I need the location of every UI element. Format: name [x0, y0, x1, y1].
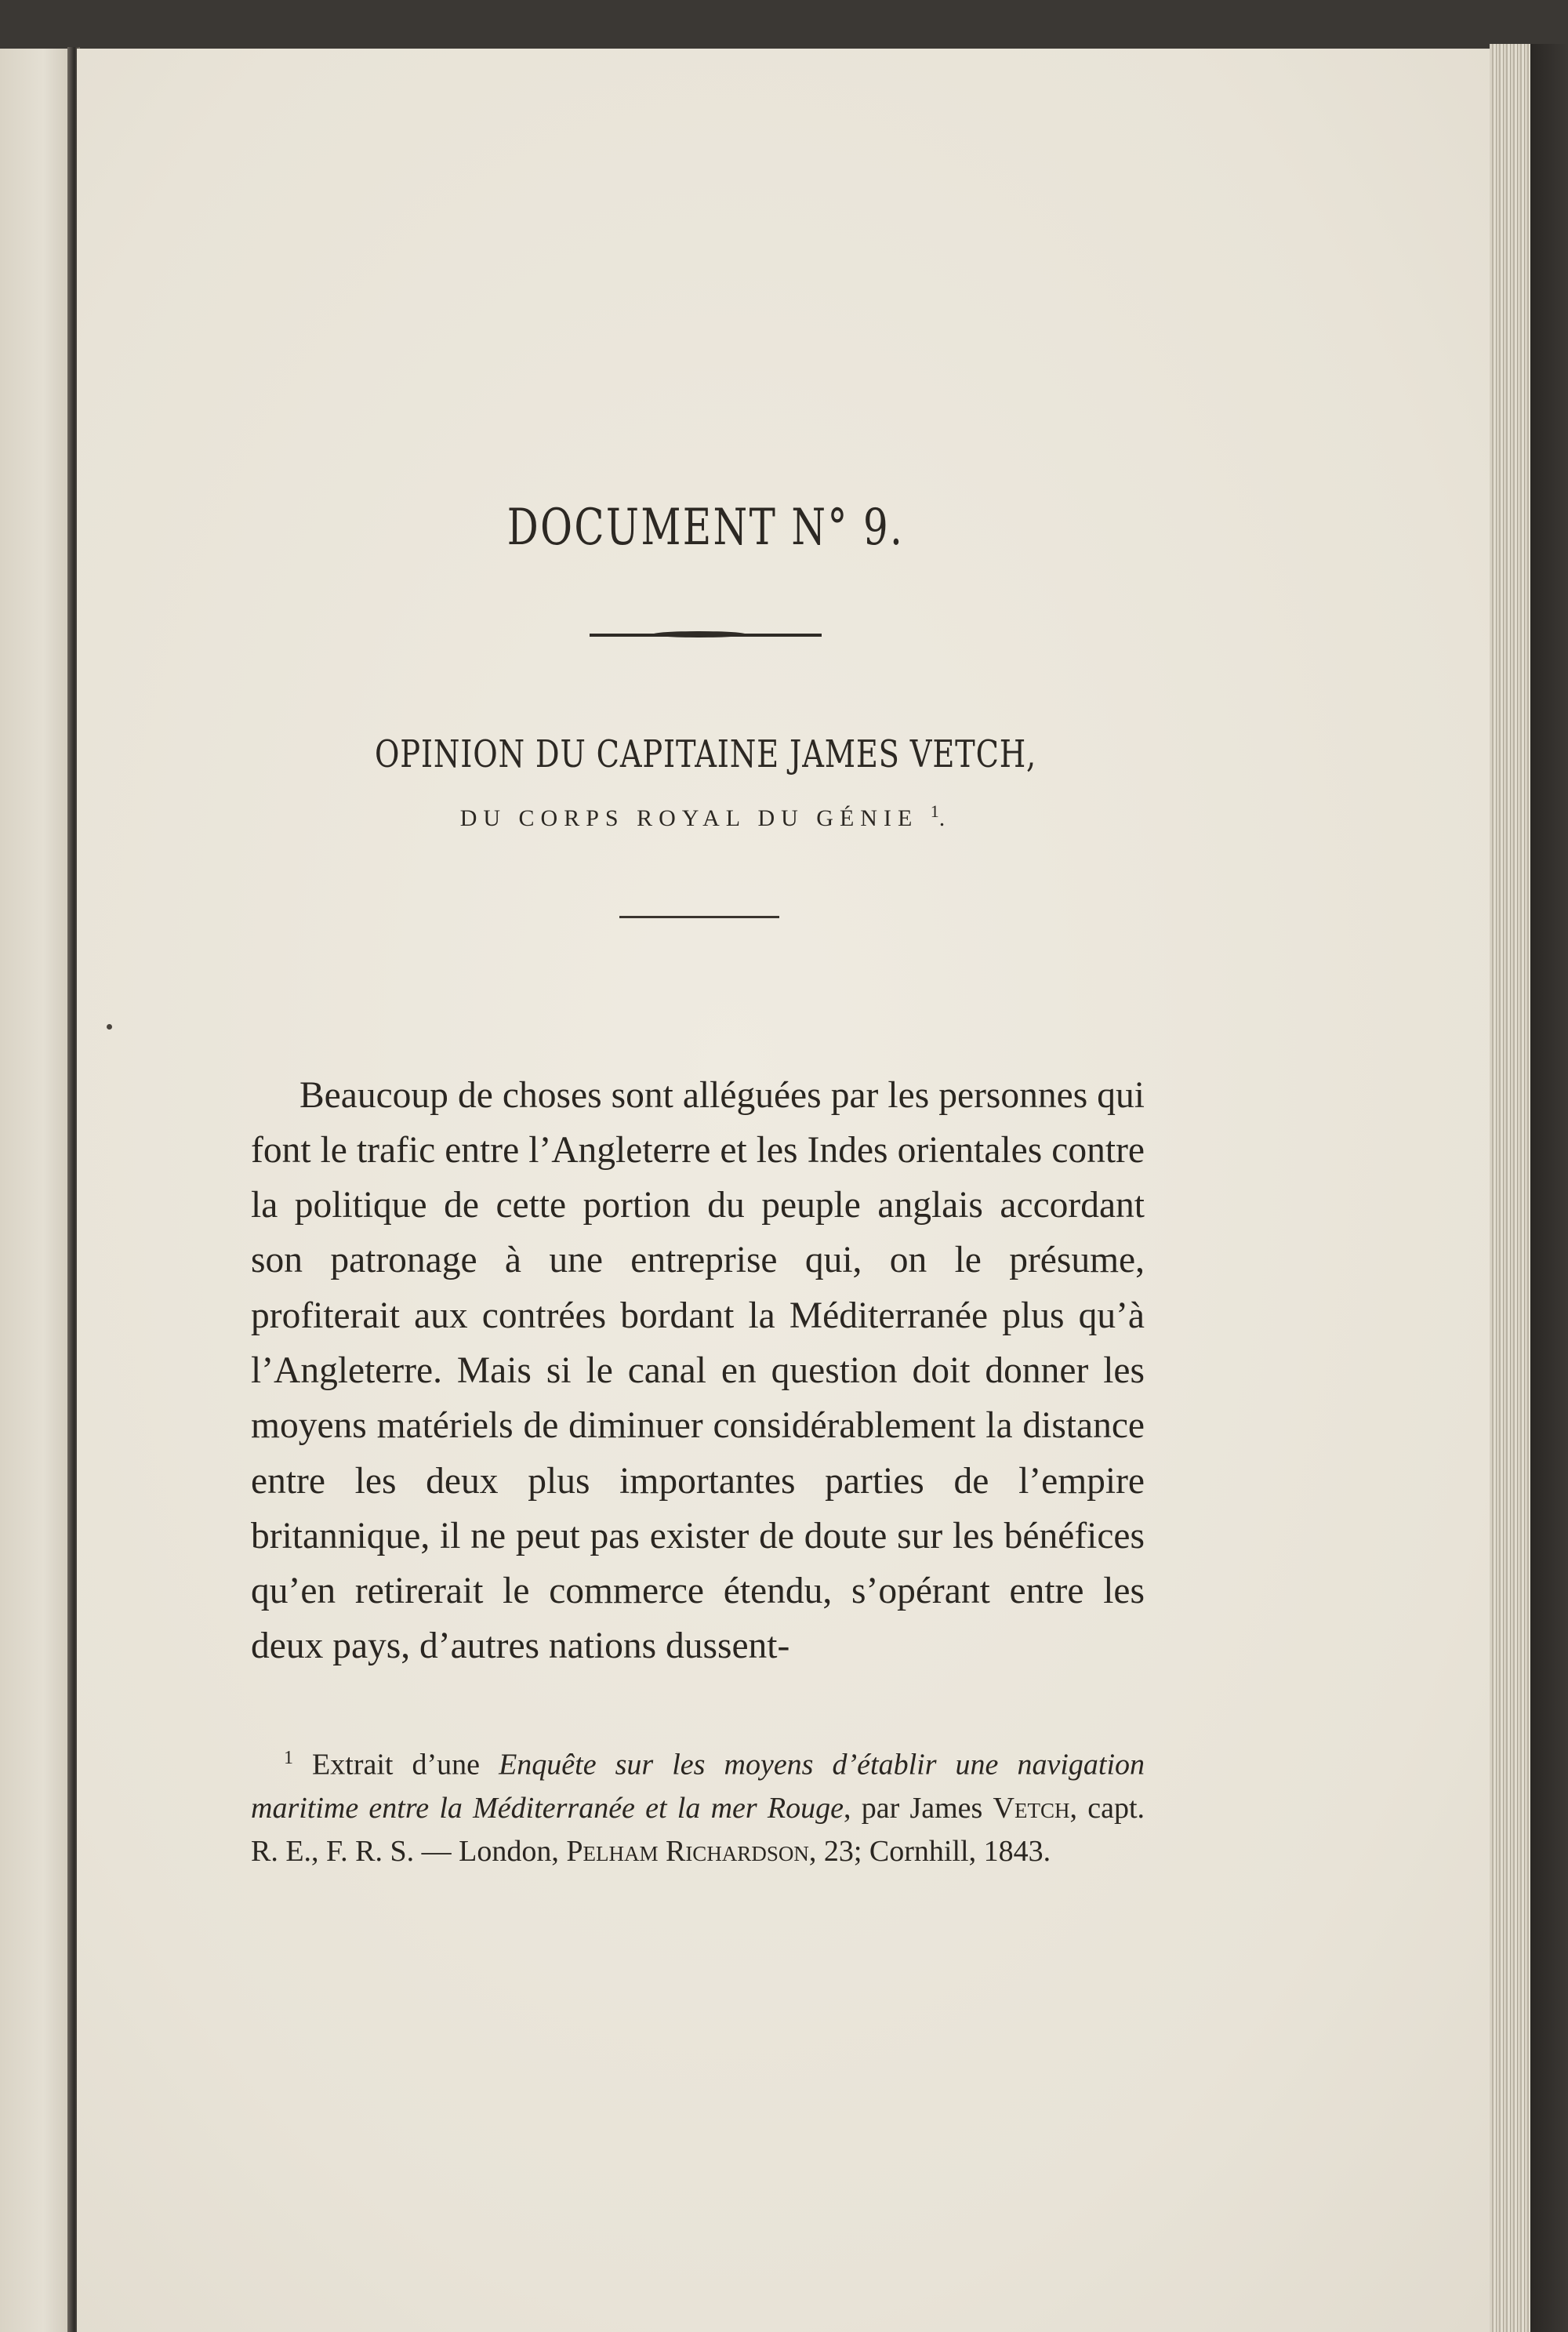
- footnote-cited-title: Enquête sur les moyens d’établir une navigation maritime entre la Méditerranée et la mer Rouge: [251, 1748, 1145, 1825]
- footnote-imprint: , 23; Cornhill, 1843.: [808, 1834, 1051, 1868]
- footnote-credentials: , capt. R. E., F. R. S. — London,: [251, 1791, 1145, 1868]
- paper-speck: [107, 1024, 112, 1030]
- footnote-marker: 1: [284, 1748, 293, 1768]
- document-title: DOCUMENT N° 9.: [506, 499, 905, 557]
- footnote-text-par: , par James: [843, 1791, 993, 1825]
- footnote-text-start: Extrait d’une: [312, 1748, 499, 1782]
- ornamental-rule: [590, 634, 822, 637]
- footnote: [251, 1737, 1145, 1873]
- footnote-reference: 1: [930, 801, 939, 821]
- subheading-period: .: [938, 805, 952, 831]
- page-edge-shadow: [1530, 44, 1568, 2332]
- section-heading: OPINION DU CAPITAINE JAMES VETCH,: [374, 732, 1037, 776]
- separator-rule: [619, 916, 779, 918]
- page-stack-edges: [1490, 44, 1530, 2332]
- footnote-publisher: Pelham Richardson: [566, 1834, 809, 1868]
- footnote-author-surname: Vetch: [993, 1791, 1070, 1825]
- section-subheading: [0, 801, 1411, 832]
- facing-page-edge: [0, 49, 72, 2332]
- subheading-text: DU CORPS ROYAL DU GÉNIE: [459, 805, 919, 831]
- body-paragraph: Beaucoup de choses sont alléguées par les personnes qui font le trafic entre l’Angleterre et les Indes orientales contre la politique de cette portion du peuple anglais accordant son patronage à une entreprise qui, on le présume, profiterait aux contrées bordant la Méditerranée plus qu’à l’Angleterre. Mais si le canal en question doit donner les moyens matériels de diminuer considérablement la distance entre les deux plus importantes parties de l’empire britannique, il ne peut pas exister de doute sur les bénéfices qu’en retirerait le commerce étendu, s’opérant entre les deux pays, d’autres nations dussent-: [251, 1074, 1145, 1667]
